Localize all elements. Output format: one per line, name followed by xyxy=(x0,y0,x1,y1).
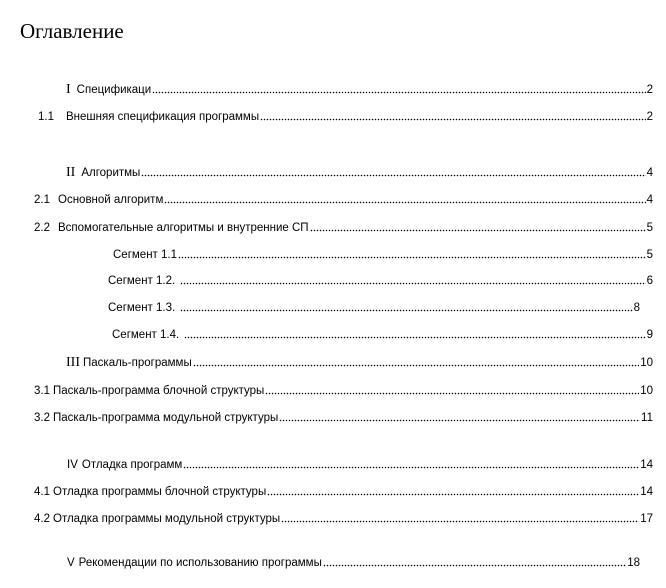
toc-entry-numeral: II xyxy=(66,165,76,180)
toc-entry-label: Паскаль-программа модульной структуры xyxy=(53,412,279,424)
toc-entry-4-1 xyxy=(34,483,653,499)
toc-entry-label: Вспомогательные алгоритмы и внутренние СП xyxy=(58,222,309,234)
toc-entry-page: 10 xyxy=(640,385,653,397)
toc-entry-numeral: 3.2 xyxy=(34,412,50,424)
toc-entry-section-5 xyxy=(67,554,640,570)
toc-entry-label: Сегмент 1.4. xyxy=(112,329,180,341)
toc-entry-label: Спецификаци xyxy=(76,84,152,96)
toc-leader-dots xyxy=(183,459,639,469)
toc-entry-page: 11 xyxy=(641,412,653,424)
toc-entry-numeral: 4.1 xyxy=(34,486,50,498)
toc-leader-dots xyxy=(164,194,645,204)
toc-entry-numeral: 4.2 xyxy=(34,513,50,525)
toc-leader-dots xyxy=(281,513,639,523)
toc-leader-dots xyxy=(260,111,645,121)
toc-entry-numeral: 2.1 xyxy=(34,194,50,206)
toc-entry-page: 10 xyxy=(640,357,653,369)
toc-entry-label: Отладка программы модульной структуры xyxy=(53,513,281,525)
toc-entry-page: 4 xyxy=(646,194,653,206)
toc-entry-numeral: I xyxy=(66,82,71,97)
toc-leader-dots xyxy=(279,412,640,422)
toc-leader-dots xyxy=(180,302,632,312)
toc-entry-label: Отладка программ xyxy=(81,459,183,471)
toc-entry-page: 6 xyxy=(646,275,653,287)
toc-entry-page: 2 xyxy=(646,84,653,96)
toc-entry-2-2 xyxy=(34,219,653,235)
toc-entry-page: 5 xyxy=(646,222,653,234)
toc-entry-numeral: III xyxy=(66,355,80,370)
toc-entry-numeral: IV xyxy=(67,459,78,471)
toc-entry-label: Основной алгоритм xyxy=(58,194,164,206)
toc-entry-page: 8 xyxy=(633,302,640,314)
toc-entry-page: 9 xyxy=(646,329,653,341)
toc-entry-numeral: V xyxy=(67,557,75,569)
toc-entry-label: Сегмент 1.2. xyxy=(108,275,176,287)
toc-leader-dots xyxy=(323,557,626,567)
toc-entry-label: Внешняя спецификация программы xyxy=(66,111,260,123)
toc-entry-3-2 xyxy=(34,409,653,425)
toc-leader-dots xyxy=(180,275,645,285)
toc-entry-3-1 xyxy=(34,382,653,398)
toc-leader-dots xyxy=(310,222,646,232)
toc-entry-label: Рекомендации по использованию программы xyxy=(78,557,322,569)
toc-leader-dots xyxy=(141,167,645,177)
toc-entry-page: 2 xyxy=(646,111,653,123)
toc-entry-page: 4 xyxy=(646,167,653,179)
toc-entry-1-1 xyxy=(38,108,653,124)
toc-entry-numeral: 1.1 xyxy=(38,111,54,123)
toc-entry-segment-1-2 xyxy=(108,272,653,288)
toc-title: Оглавление xyxy=(20,19,124,43)
toc-entry-page: 17 xyxy=(640,513,653,525)
toc-entry-section-3 xyxy=(66,354,653,370)
toc-leader-dots xyxy=(265,385,639,395)
toc-entry-label: Паскаль-программы xyxy=(83,357,192,369)
toc-entry-segment-1-3 xyxy=(108,299,640,315)
toc-entry-page: 14 xyxy=(640,486,653,498)
toc-entry-numeral: 2.2 xyxy=(34,222,50,234)
toc-entry-section-4 xyxy=(67,456,653,472)
toc-entry-4-2 xyxy=(34,510,653,526)
toc-entry-numeral: 3.1 xyxy=(34,385,50,397)
toc-leader-dots xyxy=(267,486,639,496)
toc-leader-dots xyxy=(178,249,646,259)
toc-entry-segment-1-4 xyxy=(112,326,653,342)
toc-entry-section-2 xyxy=(66,164,653,180)
toc-entry-label: Сегмент 1.1 xyxy=(113,249,177,261)
toc-entry-segment-1-1 xyxy=(113,246,653,262)
toc-entry-label: Паскаль-программа блочной структуры xyxy=(53,385,265,397)
toc-leader-dots xyxy=(193,357,639,367)
toc-entry-page: 14 xyxy=(640,459,653,471)
toc-leader-dots xyxy=(152,84,645,94)
toc-entry-label: Алгоритмы xyxy=(81,167,141,179)
toc-entry-label: Отладка программы блочной структуры xyxy=(53,486,267,498)
toc-entry-2-1 xyxy=(34,191,653,207)
toc-entry-page: 5 xyxy=(646,249,653,261)
toc-leader-dots xyxy=(184,329,645,339)
toc-entry-label: Сегмент 1.3. xyxy=(108,302,176,314)
toc-entry-page: 18 xyxy=(627,557,640,569)
toc-entry-section-1 xyxy=(66,81,653,97)
